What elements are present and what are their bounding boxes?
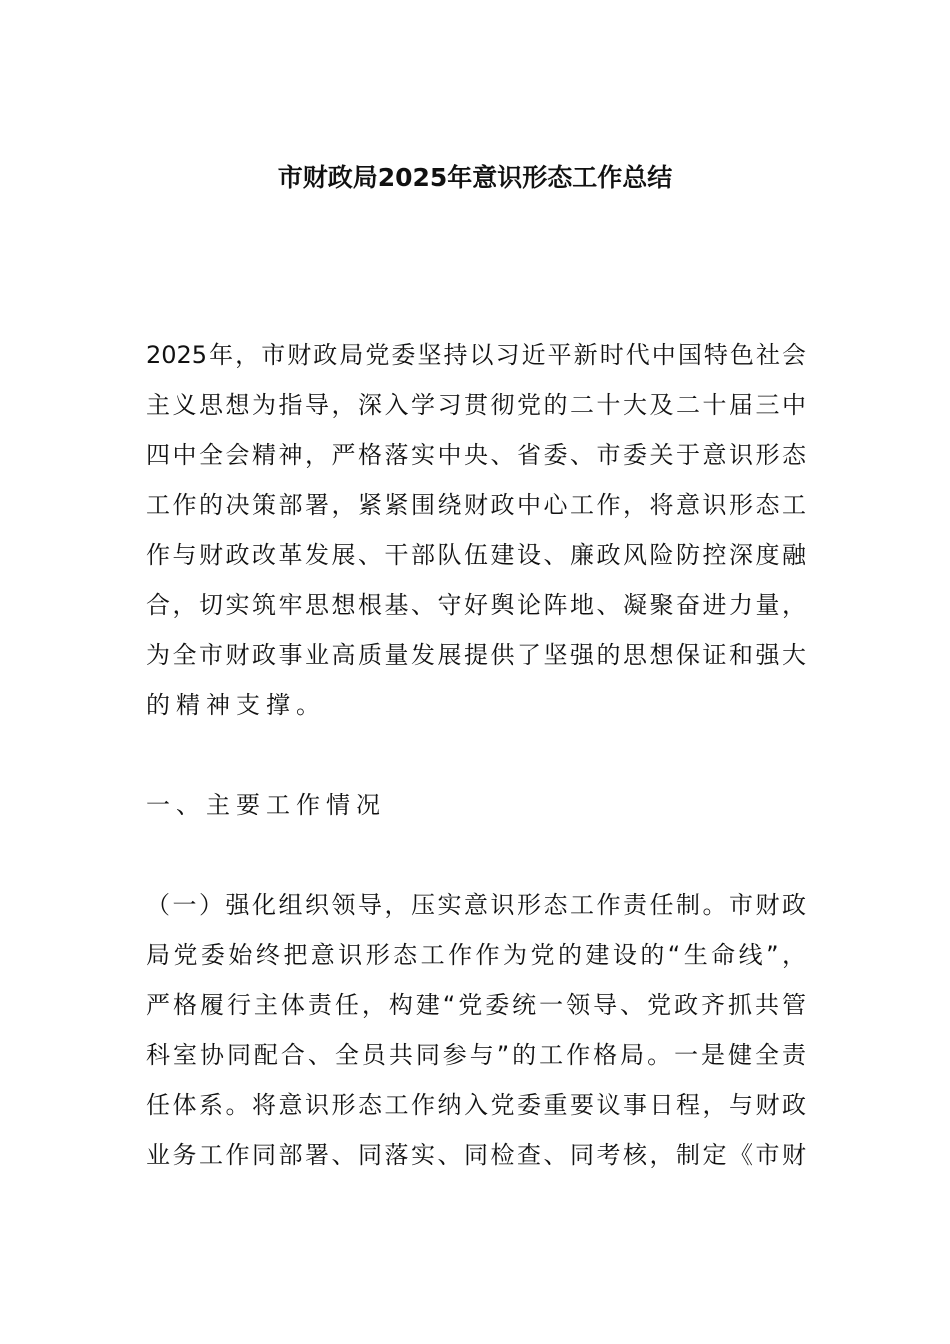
paragraph-line: （一）强化组织领导，压实意识形态工作责任制。市财政 xyxy=(146,891,806,919)
paragraph-line: 2025年，市财政局党委坚持以习近平新时代中国特色社会 xyxy=(146,341,806,369)
section-heading: 一、主要工作情况 xyxy=(146,791,386,819)
paragraph-line: 为全市财政事业高质量发展提供了坚强的思想保证和强大 xyxy=(146,641,806,669)
paragraph-line: 合，切实筑牢思想根基、守好舆论阵地、凝聚奋进力量， xyxy=(146,591,806,619)
paragraph-line: 工作的决策部署，紧紧围绕财政中心工作，将意识形态工 xyxy=(146,491,806,519)
paragraph-line: 的精神支撑。 xyxy=(146,691,326,719)
paragraph-line: 业务工作同部署、同落实、同检查、同考核，制定《市财 xyxy=(146,1141,806,1169)
paragraph-line: 四中全会精神，严格落实中央、省委、市委关于意识形态 xyxy=(146,441,806,469)
paragraph-line: 科室协同配合、全员共同参与”的工作格局。一是健全责 xyxy=(146,1041,806,1069)
document-title: 市财政局2025年意识形态工作总结 xyxy=(277,163,673,192)
paragraph-line: 作与财政改革发展、干部队伍建设、廉政风险防控深度融 xyxy=(146,541,806,569)
paragraph-line: 任体系。将意识形态工作纳入党委重要议事日程，与财政 xyxy=(146,1091,806,1119)
paragraph-line: 局党委始终把意识形态工作作为党的建设的“生命线”， xyxy=(146,941,806,969)
paragraph-line: 主义思想为指导，深入学习贯彻党的二十大及二十届三中 xyxy=(146,391,806,419)
paragraph-line: 严格履行主体责任，构建“党委统一领导、党政齐抓共管 xyxy=(146,991,806,1019)
